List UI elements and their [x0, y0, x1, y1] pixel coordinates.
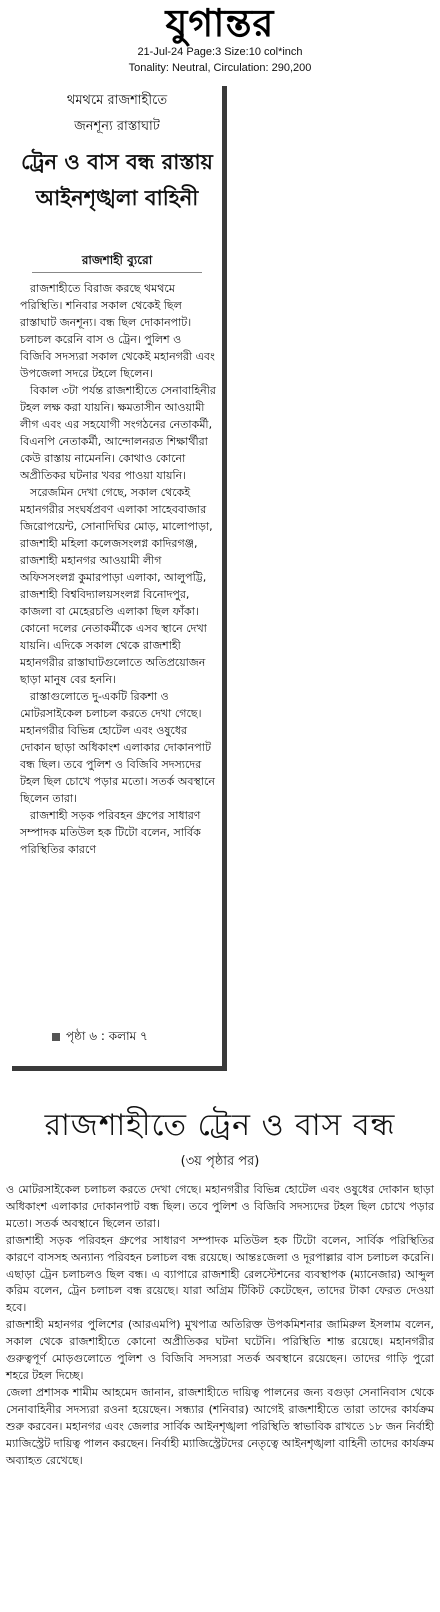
- body-paragraph: রাজশাহী সড়ক পরিবহন গ্রুপের সাধারণ সম্পাদক মতিউল হক টিটো বলেন, সার্বিক পরিস্থিতির কারণে বাসসহ অন্যান্য পরিবহন চলাচল বন্ধ রয়েছে। আন্তঃজেলা ও দূরপাল্লার বাস চলাচল করেনি। এছাড়া ট্রেন চলাচলও ছিল বন্ধ। এ ব্যাপারে রাজশাহী রেলস্টেশনের ব্যবস্থাপক (ম্যানেজার) আব্দুল করিম বলেন, ট্রেন চলাচল বন্ধ রয়েছে। যারা অগ্রিম টিকিট কেটেছেন, তাদের টাকা ফেরত দেওয়া হবে।: [6, 1233, 434, 1315]
- body-paragraph: সরেজমিন দেখা গেছে, সকাল থেকেই মহানগরীর সংঘর্ষপ্রবণ এলাকা সাহেববাজার জিরোপয়েন্ট, সোনাদিঘির মোড়, মালোপাড়া, রাজশাহী মহিলা কলেজসংলগ্ন কাদিরগঞ্জ, রাজশাহী মহানগর আওয়ামী লীগ অফিসসংলগ্ন কুমারপাড়া এলাকা, আলুপট্টি, রাজশাহী বিশ্ববিদ্যালয়সংলগ্ন বিনোদপুর, কাজলা বা মেহেরচণ্ডি এলাকা ছিল ফাঁকা। কোনো দলের নেতাকর্মীকে এসব স্থানে দেখা যায়নি। এদিকে সকাল থেকে রাজশাহী মহানগরীর রাস্তাঘাটগুলোতে অতিপ্রয়োজন ছাড়া মানুষ বের হননি।: [20, 486, 213, 686]
- byline-rule: [32, 272, 202, 273]
- article-body: [20, 280, 216, 858]
- article-clipping-front: [12, 86, 227, 1071]
- kicker-line-1: থমথমে রাজশাহীতে: [66, 93, 168, 108]
- clipping-meta-tonality: Tonality: Neutral, Circulation: 290,200: [128, 62, 312, 74]
- body-paragraph: রাজশাহী মহানগর পুলিশের (আরএমপি) মুখপাত্র অতিরিক্ত উপকমিশনার জামিরুল ইসলাম বলেন, সকাল থেকে রাজশাহীতে কোনো অপ্রীতিকর ঘটনা ঘটেনি। পরিস্থিতি শান্ত রয়েছে। মহানগরীর গুরুত্বপূর্ণ মোড়গুলোতে পুলিশ ও বিজিবি সদস্যরা সতর্ক অবস্থানে রয়েছেন। তাদের গাড়ি পুরো শহরে টহল দিচ্ছে।: [6, 1318, 434, 1382]
- continuation-text: পৃষ্ঠা ৬ : কলাম ৭: [66, 1029, 148, 1043]
- continued-body: [6, 1182, 434, 1469]
- kicker-line-2: জনশূন্য রাস্তাঘাট: [74, 119, 160, 134]
- body-paragraph: জেলা প্রশাসক শামীম আহমেদ জানান, রাজশাহীতে দায়িত্ব পালনের জন্য বগুড়া সেনানিবাস থেকে সেনাবাহিনীর সদস্যরা রওনা হয়েছেন। সন্ধ্যার (শনিবার) আগেই রাজশাহীতে তারা তাদের কার্যক্রম শুরু করবেন। মহানগর এবং জেলার সার্বিক আইনশৃঙ্খলা পরিস্থিতি স্বাভাবিক রাখতে ১৮ জন নির্বাহী ম্যাজিস্ট্রেট দায়িত্ব পালন করছেন। নির্বাহী ম্যাজিস্ট্রেটদের নেতৃত্বে আইনশৃঙ্খলা বাহিনী তাদের কার্যক্রম অব্যাহত রেখেছে।: [6, 1385, 434, 1467]
- continued-headline: রাজশাহীতে ট্রেন ও বাস বন্ধ: [44, 1108, 396, 1143]
- body-paragraph: রাস্তাগুলোতে দু-একটি রিকশা ও মোটরসাইকেল চলাচল করতে দেখা গেছে। মহানগরীর বিভিন্ন হোটেল এবং ওষুধের দোকান ছাড়া অধিকাংশ এলাকার দোকানপাট বন্ধ ছিল। তবে পুলিশ ও বিজিবি সদস্যদের টহল ছিল চোখে পড়ার মতো। সতর্ক অবস্থানে ছিলেন তারা।: [20, 690, 215, 805]
- article-clipping-continued: [6, 1098, 434, 1603]
- masthead: [0, 0, 440, 85]
- continued-subhead: (৩য় পৃষ্ঠার পর): [180, 1154, 260, 1169]
- body-paragraph: রাজশাহীতে বিরাজ করছে থমথমে পরিস্থিতি। শনিবার সকাল থেকেই ছিল রাস্তাঘাট জনশূন্য। বন্ধ ছিল দোকানপাট। চলাচল করেনি বাস ও ট্রেন। পুলিশ ও বিজিবি সদস্যরা সকাল থেকেই মহানগরী এবং উপজেলা সদরে টহলে ছিলেন।: [20, 282, 215, 380]
- body-paragraph: রাজশাহী সড়ক পরিবহন গ্রুপের সাধারণ সম্পাদক মতিউল হক টিটো বলেন, সার্বিক পরিস্থিতির কারণে: [20, 809, 201, 856]
- continuation-note: [52, 1028, 148, 1048]
- square-bullet-icon: [52, 1033, 60, 1041]
- byline: রাজশাহী ব্যুরো: [81, 253, 153, 267]
- newspaper-logo: যুগান্তর: [165, 0, 275, 45]
- body-paragraph: বিকাল ৩টা পর্যন্ত রাজশাহীতে সেনাবাহিনীর টহল লক্ষ করা যায়নি। ক্ষমতাসীন আওয়ামী লীগ এবং এর সহযোগী সংগঠনের নেতাকর্মী, বিএনপি নেতাকর্মী, আন্দোলনরত শিক্ষার্থীরা কেউ রাস্তায় নামেননি। কোথাও কোনো অপ্রীতিকর ঘটনার খবর পাওয়া যায়নি।: [20, 384, 216, 482]
- body-paragraph: ও মোটরসাইকেল চলাচল করতে দেখা গেছে। মহানগরীর বিভিন্ন হোটেল এবং ওষুধের দোকান ছাড়া অধিকাংশ এলাকার দোকানপাট বন্ধ ছিল। তবে পুলিশ ও বিজিবি সদস্যদের টহল ছিল চোখে পড়ার মতো। সতর্ক অবস্থানে ছিলেন তারা।: [6, 1183, 434, 1230]
- article-headline: ট্রেন ও বাস বন্ধ রাস্তায় আইনশৃঙ্খলা বাহিনী: [21, 149, 213, 210]
- clipping-meta-date-page: 21-Jul-24 Page:3 Size:10 col*inch: [137, 46, 303, 58]
